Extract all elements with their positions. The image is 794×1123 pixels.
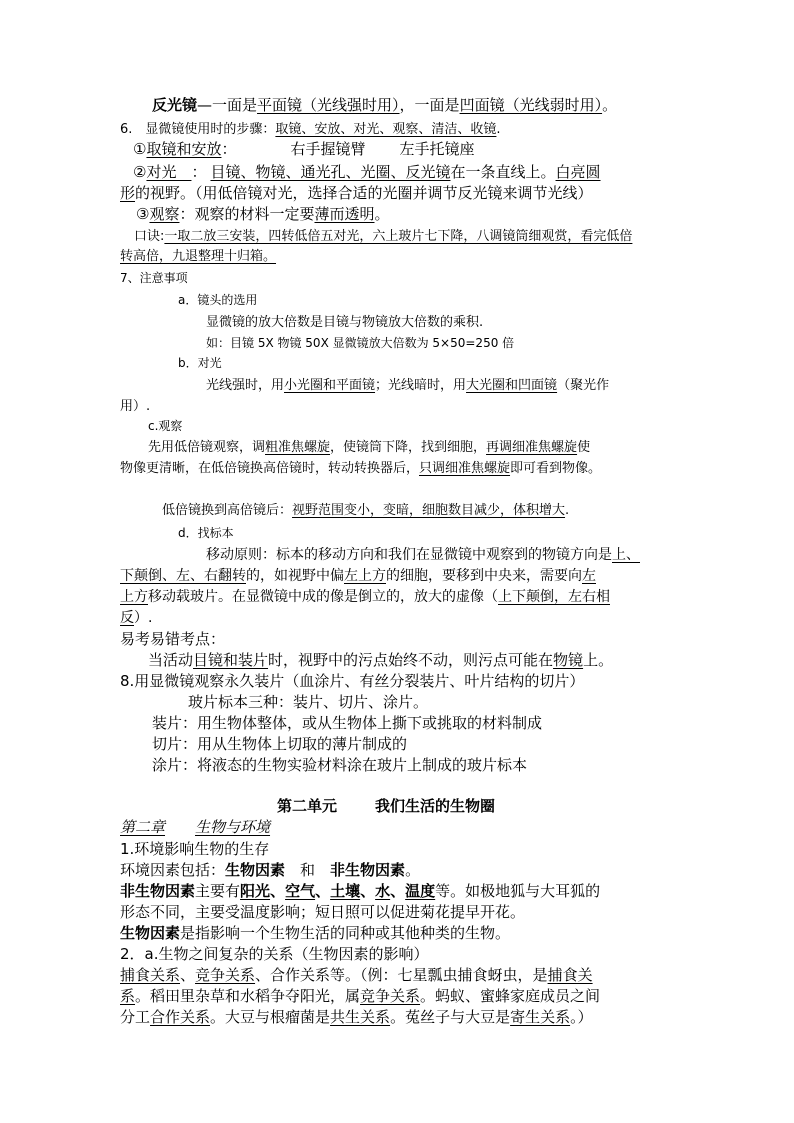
line-section: 切片：用从生物体上切取的薄片制成的: [152, 735, 408, 753]
line-magnification: 显微镜的放大倍数是目镜与物镜放大倍数的乘积.: [206, 315, 484, 330]
heading-notes: 7、注意事项: [120, 271, 188, 285]
line-light: ②对光 ： 目镜、物镜、通光孔、光圈、反光镜在一条直线上。白亮圆: [133, 163, 601, 181]
line-reflector: 反光镜—一面是平面镜（光线强时用），一面是凹面镜（光线弱时用）。: [152, 96, 618, 114]
line-slide-types: 玻片标本三种：装片、切片、涂片。: [188, 693, 429, 711]
line-aperture-2: 用）.: [120, 399, 151, 414]
line-abiotic: 非生物因素主要有阳光、空气、土壤、水、温度等。如极地狐与大耳狐的: [120, 882, 601, 900]
line-high-power: 低倍镜换到高倍镜后：视野范围变小，变暗，细胞数目减少，体积增大.: [162, 503, 570, 518]
line-mount: 装片：用生物体整体，或从生物体上撕下或挑取的材料制成: [152, 714, 543, 732]
line-abiotic-2: 形态不同，主要受温度影响；短日照可以促进菊花提早开花。: [120, 903, 526, 921]
line-relations-3: 系。稻田里杂草和水稻争夺阳光，属竞争关系。蚂蚁、蜜蜂家庭成员之间: [120, 987, 601, 1005]
line-move-rule: 移动原则：标本的移动方向和我们在显微镜中观察到的物镜方向是上、: [206, 547, 640, 563]
line-relations-4: 分工合作关系。大豆与根瘤菌是共生关系。菟丝子与大豆是寄生关系。）: [120, 1008, 593, 1026]
line-smear: 涂片：将液态的生物实验材料涂在玻片上制成的玻片标本: [152, 756, 528, 774]
heading-error-points: 易考易错考点：: [120, 630, 226, 648]
line-env-factors: 环境因素包括：生物因素 和 非生物因素。: [120, 861, 421, 879]
line-move-rule-3: 上方移动载玻片。在显微镜中成的像是倒立的，放大的虚像（上下颠倒，左右相: [120, 589, 610, 605]
unit-title: 第二单元 我们生活的生物圈: [277, 797, 496, 815]
line-steps: 6. 显微镜使用时的步骤：取镜、安放、对光、观察、清洁、收镜.: [120, 122, 501, 137]
line-observe: ③观察：观察的材料一定要薄而透明。: [136, 205, 390, 223]
line-focus-2: 物像更清晰，在低倍镜换高倍镜时，转动转换器后，只调细准焦螺旋即可看到物像。: [120, 461, 602, 476]
line-relations-2: 捕食关系、竞争关系、合作关系等。（例：七星瓢虫捕食蚜虫，是捕食关: [120, 966, 593, 984]
heading-find-specimen: d．找标本: [178, 526, 234, 540]
line-move-rule-4: 反）.: [120, 610, 153, 626]
heading-lens-choice: a．镜头的选用: [178, 293, 258, 307]
heading-observe: c.观察: [148, 419, 183, 433]
line-take-place: ①取镜和安放： 右手握镜臂 左手托镜座: [133, 140, 475, 158]
line-permanent-slides: 8.用显微镜观察永久装片（血涂片、有丝分裂装片、叶片结构的切片）: [120, 672, 585, 690]
line-aperture: 光线强时，用小光圈和平面镜；光线暗时，用大光圈和凹面镜（聚光作: [206, 378, 610, 393]
line-example: 如：目镜 5X 物镜 50X 显微镜放大倍数为 5×50=250 倍: [206, 336, 515, 350]
line-light-2: 形的视野。（用低倍镜对光，选择合适的光圈并调节反光镜来调节光线）: [120, 184, 593, 202]
line-mnemonic: 口诀:一取二放三安装，四转低倍五对光，六上玻片七下降，八调镜筒细观赏，看完低倍: [134, 229, 633, 244]
line-biotic: 生物因素是指影响一个生物生活的同种或其他种类的生物。: [120, 924, 511, 942]
chapter-title: 第二章 生物与环境: [120, 818, 271, 836]
line-move-rule-2: 下颠倒、左、右翻转的，如视野中偏左上方的细胞，要移到中央来，需要向左: [120, 568, 596, 584]
line-focus: 先用低倍镜观察，调粗准焦螺旋，使镜筒下降，找到细胞，再调细准焦螺旋使: [148, 440, 591, 455]
line-dirt-spot: 当活动目镜和装片时，视野中的污点始终不动，则污点可能在物镜上。: [148, 651, 614, 669]
line-mnemonic-2: 转高倍，九退整理十归箱。: [120, 249, 277, 264]
line-env-affects: 1.环境影响生物的生存: [120, 840, 270, 858]
heading-light: b．对光: [178, 356, 222, 370]
line-relations: 2．a.生物之间复杂的关系（生物因素的影响）: [120, 945, 429, 963]
